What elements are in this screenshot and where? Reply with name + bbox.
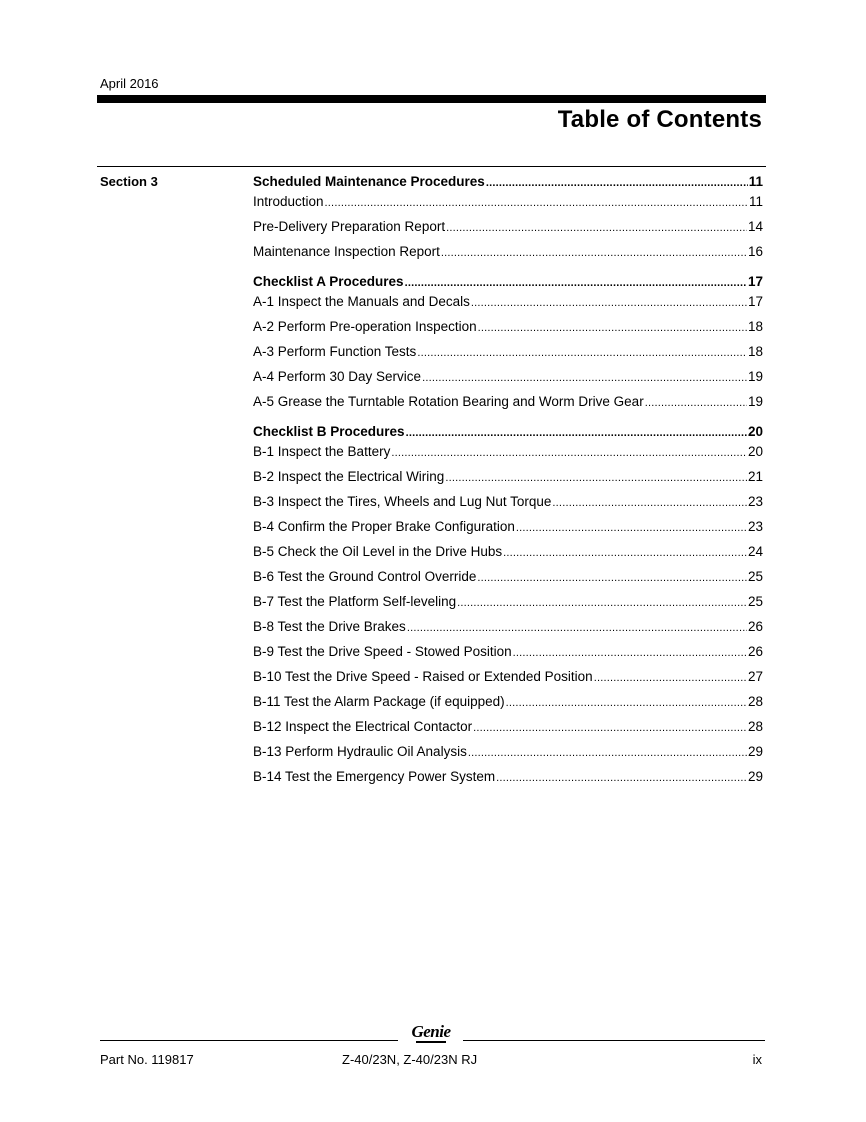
- header-rule: [97, 95, 766, 103]
- toc-entry-page: 26: [747, 619, 763, 634]
- toc-entry-page: 27: [747, 669, 763, 684]
- toc-entry[interactable]: [253, 467, 763, 492]
- dot-leader: [407, 618, 747, 638]
- section-label: Section 3: [100, 174, 158, 189]
- dot-leader: [473, 718, 747, 738]
- toc-entry[interactable]: [253, 542, 763, 567]
- toc-entry[interactable]: [253, 442, 763, 467]
- toc-group: [253, 422, 763, 792]
- toc-entry-page: 28: [747, 694, 763, 709]
- toc-entry[interactable]: [253, 392, 763, 417]
- toc-entry-label: Maintenance Inspection Report: [253, 244, 440, 259]
- toc-entry-page: 23: [747, 519, 763, 534]
- toc-entry-label: B-8 Test the Drive Brakes: [253, 619, 406, 634]
- toc-entry-page: 17: [747, 274, 763, 289]
- dot-leader: [422, 368, 747, 388]
- toc-entry-label: B-1 Inspect the Battery: [253, 444, 391, 459]
- toc-entry-label: A-2 Perform Pre-operation Inspection: [253, 319, 477, 334]
- dot-leader: [417, 343, 747, 363]
- dot-leader: [516, 518, 747, 538]
- toc-entry-page: 26: [747, 644, 763, 659]
- toc-entry-label: Checklist A Procedures: [253, 274, 404, 289]
- toc-entry-page: 28: [747, 719, 763, 734]
- toc-entry-page: 19: [747, 394, 763, 409]
- toc-entry-label: B-5 Check the Oil Level in the Drive Hubs: [253, 544, 503, 559]
- toc-entry-page: 16: [747, 244, 763, 259]
- dot-leader: [478, 318, 747, 338]
- toc-entry-label: B-6 Test the Ground Control Override: [253, 569, 477, 584]
- toc-entry[interactable]: [253, 567, 763, 592]
- table-of-contents: [253, 172, 763, 797]
- toc-entry[interactable]: [253, 217, 763, 242]
- toc-entry-page: 17: [747, 294, 763, 309]
- toc-entry-page: 11: [748, 194, 763, 209]
- toc-entry[interactable]: [253, 192, 763, 217]
- section-rule: [97, 166, 766, 167]
- logo-underline: [416, 1041, 446, 1043]
- toc-entry-label: B-12 Inspect the Electrical Contactor: [253, 719, 473, 734]
- toc-entry[interactable]: [253, 767, 763, 792]
- toc-group: [253, 172, 763, 267]
- toc-entry-page: 18: [747, 319, 763, 334]
- toc-entry-label: A-4 Perform 30 Day Service: [253, 369, 422, 384]
- part-number: Part No. 119817: [100, 1052, 194, 1067]
- toc-entry-page: 11: [748, 174, 763, 189]
- toc-entry-label: B-9 Test the Drive Speed - Stowed Position: [253, 644, 512, 659]
- toc-entry-page: 29: [747, 744, 763, 759]
- dot-leader: [552, 493, 747, 513]
- dot-leader: [496, 768, 747, 788]
- page-title: Table of Contents: [557, 106, 762, 133]
- dot-leader: [594, 668, 747, 688]
- toc-entry-page: 14: [747, 219, 763, 234]
- dot-leader: [391, 443, 747, 463]
- toc-entry[interactable]: [253, 367, 763, 392]
- dot-leader: [477, 568, 747, 588]
- toc-entry-label: A-3 Perform Function Tests: [253, 344, 417, 359]
- toc-entry-label: B-14 Test the Emergency Power System: [253, 769, 496, 784]
- toc-entry-page: 20: [747, 424, 763, 439]
- dot-leader: [406, 423, 747, 443]
- dot-leader: [441, 243, 747, 263]
- toc-entry[interactable]: [253, 742, 763, 767]
- toc-entry-page: 25: [747, 594, 763, 609]
- toc-entry-page: 20: [747, 444, 763, 459]
- dot-leader: [506, 693, 747, 713]
- dot-leader: [457, 593, 747, 613]
- genie-logo: Genie: [411, 1022, 451, 1041]
- toc-entry[interactable]: [253, 692, 763, 717]
- toc-entry-page: 18: [747, 344, 763, 359]
- toc-entry-label: Checklist B Procedures: [253, 424, 405, 439]
- toc-entry[interactable]: [253, 592, 763, 617]
- toc-entry-page: 24: [747, 544, 763, 559]
- dot-leader: [468, 743, 747, 763]
- toc-entry[interactable]: [253, 667, 763, 692]
- toc-entry-label: B-10 Test the Drive Speed - Raised or Extended Position: [253, 669, 593, 684]
- toc-entry-page: 23: [747, 494, 763, 509]
- toc-entry-label: A-5 Grease the Turntable Rotation Bearing and Worm Drive Gear: [253, 394, 644, 409]
- dot-leader: [645, 393, 747, 413]
- model-number: Z-40/23N, Z-40/23N RJ: [342, 1052, 478, 1067]
- toc-entry-label: B-2 Inspect the Electrical Wiring: [253, 469, 445, 484]
- dot-leader: [405, 273, 747, 293]
- toc-entry[interactable]: [253, 242, 763, 267]
- toc-entry[interactable]: [253, 642, 763, 667]
- page-number: ix: [752, 1052, 762, 1067]
- toc-entry-label: A-1 Inspect the Manuals and Decals: [253, 294, 470, 309]
- toc-entry[interactable]: [253, 342, 763, 367]
- toc-entry-label: Pre-Delivery Preparation Report: [253, 219, 446, 234]
- dot-leader: [445, 468, 747, 488]
- dot-leader: [503, 543, 747, 563]
- toc-heading[interactable]: [253, 422, 763, 442]
- document-date: April 2016: [100, 76, 159, 91]
- toc-entry-label: Introduction: [253, 194, 324, 209]
- toc-entry-label: B-13 Perform Hydraulic Oil Analysis: [253, 744, 467, 759]
- toc-entry-label: B-3 Inspect the Tires, Wheels and Lug Nut Torque: [253, 494, 552, 509]
- toc-heading[interactable]: [253, 272, 763, 292]
- toc-group: [253, 272, 763, 417]
- toc-heading[interactable]: [253, 172, 763, 192]
- toc-entry[interactable]: [253, 617, 763, 642]
- toc-entry-label: B-4 Confirm the Proper Brake Configuration: [253, 519, 515, 534]
- toc-entry[interactable]: [253, 717, 763, 742]
- dot-leader: [325, 193, 748, 213]
- toc-entry[interactable]: [253, 317, 763, 342]
- toc-entry-page: 29: [747, 769, 763, 784]
- dot-leader: [486, 173, 748, 193]
- toc-entry-label: B-7 Test the Platform Self-leveling: [253, 594, 457, 609]
- dot-leader: [513, 643, 747, 663]
- footer-rule-left: [100, 1040, 398, 1041]
- toc-entry[interactable]: [253, 292, 763, 317]
- toc-entry-page: 19: [747, 369, 763, 384]
- toc-entry-label: Scheduled Maintenance Procedures: [253, 174, 485, 189]
- toc-entry[interactable]: [253, 492, 763, 517]
- toc-entry[interactable]: [253, 517, 763, 542]
- dot-leader: [471, 293, 747, 313]
- toc-entry-page: 25: [747, 569, 763, 584]
- toc-entry-label: B-11 Test the Alarm Package (if equipped): [253, 694, 505, 709]
- dot-leader: [446, 218, 747, 238]
- toc-entry-page: 21: [747, 469, 763, 484]
- footer-rule-right: [463, 1040, 765, 1041]
